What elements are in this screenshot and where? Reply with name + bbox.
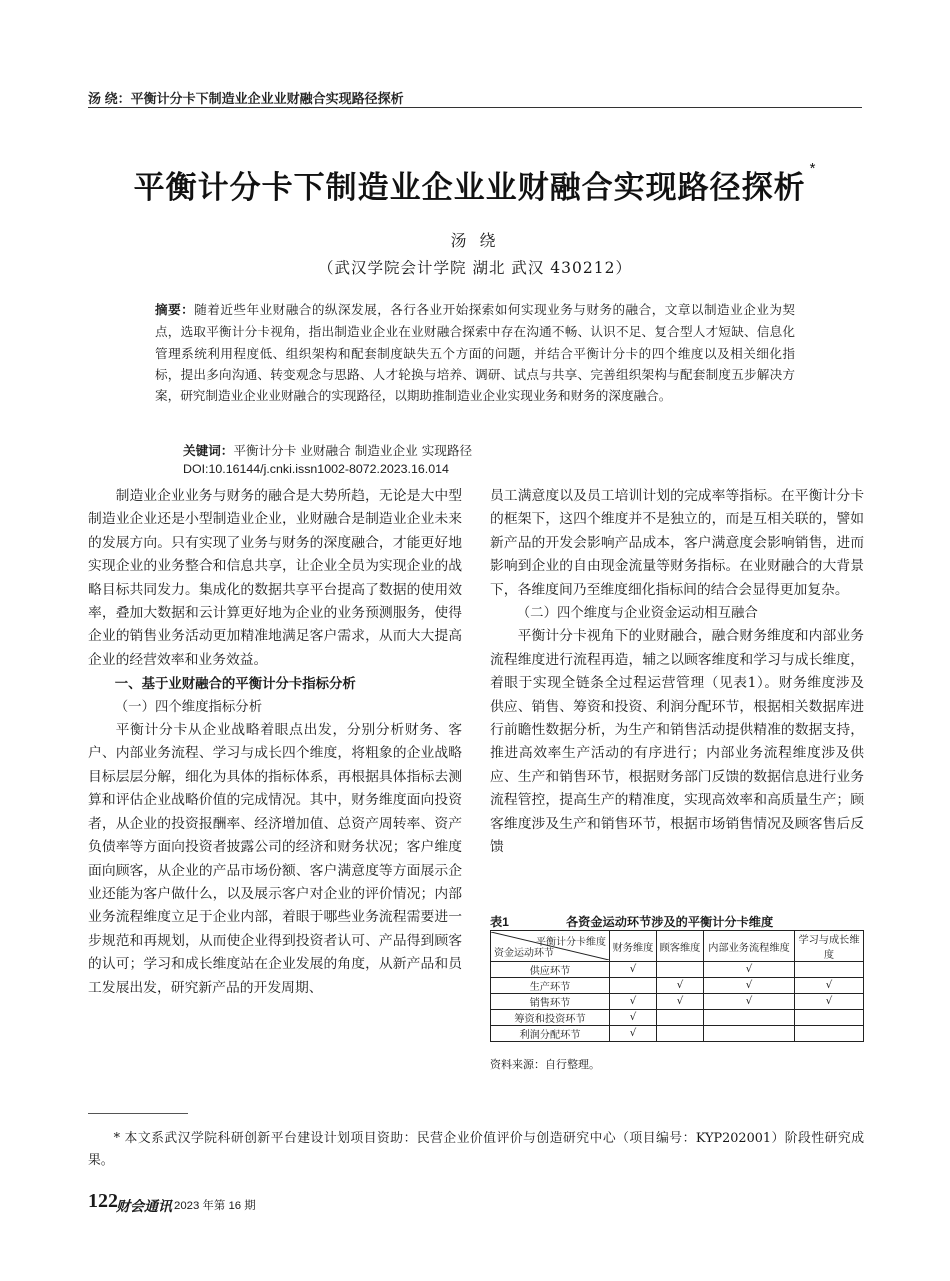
table-row (491, 1010, 864, 1026)
table-cell (657, 1010, 704, 1026)
author: 汤 绕 (450, 231, 500, 250)
table-cell: √ (795, 994, 864, 1010)
section-heading-1: 一、基于业财融合的平衡计分卡指标分析 (114, 676, 356, 692)
keywords (183, 441, 472, 461)
abstract-text: 随着近些年业财融合的纵深发展，各行各业开始探索如何实现业务与财务的融合，文章以制造业企业为契点，选取平衡计分卡视角，指出制造业企业在业财融合探索中存在沟通不畅、认识不足、复合型人才短缺、信息化管理系统利用程度低、组织架构和配套制度缺失五个方面的问题，并结合平衡计分卡的四个维度以及相关细化指标，提出多向沟通、转变观念与思路、人才轮换与培养、调研、试点与共享、完善组织架构与配套制度五步解决方案，研究制造业企业业财融合的实现路径，以期助推制造业企业实现业务和财务的深度融合。 (155, 302, 796, 404)
corner-bottom-label: 资金运动环节 (494, 948, 554, 959)
body-paragraph: 平衡计分卡视角下的业财融合，融合财务维度和内部业务流程维度进行流程再造，辅之以顾客维度和学习与成长维度，着眼于实现全链条全过程运营管理（见表1）。财务维度涉及供应、销售、筹资和投资、利润分配环节，根据相关数据库进行前瞻性数据分析，为生产和销售活动提供精准的数据支持，推进高效率生产活动的有序进行；内部业务流程维度涉及供应、生产和销售环节，根据财务部门反馈的数据信息进行业务流程管控，提高生产的精准度，实现高效率和高质量生产；顾客维度涉及生产和销售环节，根据市场销售情况及顾客售后反馈 (490, 628, 864, 856)
table-source: 资料来源：自行整理。 (490, 1058, 600, 1071)
row-label: 销售环节 (491, 994, 610, 1010)
table-cell: √ (610, 962, 657, 978)
table-cell (795, 1026, 864, 1042)
right-column (490, 485, 864, 860)
left-column (88, 485, 462, 1000)
table-cell (610, 978, 657, 994)
table-cell (704, 1026, 795, 1042)
table-corner-cell (491, 931, 610, 962)
table-cell: √ (610, 994, 657, 1010)
table-cell (795, 962, 864, 978)
row-label: 筹资和投资环节 (491, 1010, 610, 1026)
body-paragraph: 平衡计分卡从企业战略着眼点出发，分别分析财务、客户、内部业务流程、学习与成长四个维度，将粗象的企业战略目标层层分解，细化为具体的指标体系，再根据具体指标去测算和评估企业战略价值的完成情况。其中，财务维度面向投资者，从企业的投资报酬率、经济增加值、总资产周转率、资产负债率等方面向投资者披露公司的经济和财务状况；客户维度面向顾客，从企业的产品市场份额、客户满意度等方面展示企业还能为客户做什么，以及展示客户对企业的评价情况；内部业务流程维度立足于企业内部，着眼于哪些业务流程需要进一步规范和再规划，从而使企业得到投资者认可、产品得到顾客的认可；学习和成长维度站在企业发展的角度，从新产品和员工发展出发，研究新产品的开发周期、 (88, 722, 462, 996)
table-row (491, 962, 864, 978)
table-cell (795, 1010, 864, 1026)
table-cell: √ (704, 962, 795, 978)
affiliation: （武汉学院会计学院 湖北 武汉 430212） (318, 259, 632, 277)
table-row (491, 994, 864, 1010)
keywords-label: 关键词： (183, 444, 234, 458)
footnote-rule (88, 1113, 188, 1114)
table-title: 各资金运动环节涉及的平衡计分卡维度 (566, 915, 774, 929)
table-cell: √ (610, 1026, 657, 1042)
abstract (155, 299, 795, 406)
article-title (0, 162, 950, 207)
title-text: 平衡计分卡下制造业企业业财融合实现路径探析 (133, 170, 806, 205)
table-cell (657, 962, 704, 978)
table-cell (704, 1010, 795, 1026)
column-header: 顾客维度 (657, 931, 704, 962)
header-rule (88, 107, 862, 108)
table-cell: √ (657, 994, 704, 1010)
keywords-text: 平衡计分卡 业财融合 制造业企业 实现路径 (233, 443, 473, 458)
doi: DOI:10.16144/j.cnki.issn1002-8072.2023.16.014 (183, 462, 449, 476)
column-header: 学习与成长维度 (795, 931, 864, 962)
table-cell: √ (657, 978, 704, 994)
row-label: 利润分配环节 (491, 1026, 610, 1042)
table-number: 表1 (490, 915, 509, 929)
corner-top-label: 平衡计分卡维度 (536, 937, 606, 948)
column-header: 内部业务流程维度 (704, 931, 795, 962)
journal-name: 财会通讯 (116, 1199, 172, 1215)
footnote: * 本文系武汉学院科研创新平台建设计划项目资助：民营企业价值评价与创造研究中心（项目编号：KYP202001）阶段性研究成果。 (88, 1131, 864, 1168)
body-paragraph-continued: 员工满意度以及员工培训计划的完成率等指标。在平衡计分卡的框架下，这四个维度并不是独立的，而是互相关联的，譬如新产品的开发会影响产品成本，客户满意度会影响销售，进而影响到企业的自由现金流量等财务指标。在业财融合的大背景下，各维度间乃至维度细化指标间的结合会显得更加复杂。 (490, 488, 864, 598)
table-header-row (491, 931, 864, 962)
table-cell: √ (795, 978, 864, 994)
abstract-label: 摘要： (155, 303, 195, 317)
subsection-heading-1: （一）四个维度指标分析 (114, 699, 263, 715)
running-head: 汤 绕：平衡计分卡下制造业企业业财融合实现路径探析 (88, 91, 404, 106)
dimension-table (490, 930, 864, 1042)
table-cell: √ (704, 978, 795, 994)
intro-paragraph: 制造业企业业务与财务的融合是大势所趋，无论是大中型制造业企业还是小型制造业企业，业财融合是制造业企业未来的发展方向。只有实现了业务与财务的深度融合，才能更好地实现企业的业务整合和信息共享，让企业全员为实现企业的战略目标共同发力。集成化的数据共享平台提高了数据的使用效率，叠加大数据和云计算更好地为企业的业务预测服务，使得企业的销售业务活动更加精准地满足客户需求，从而大大提高企业的经营效率和业务效益。 (88, 488, 462, 668)
table-row (491, 1026, 864, 1042)
table-row (491, 978, 864, 994)
title-footnote-mark: * (809, 160, 817, 177)
row-label: 生产环节 (491, 978, 610, 994)
row-label: 供应环节 (491, 962, 610, 978)
table-cell (657, 1026, 704, 1042)
table-cell: √ (704, 994, 795, 1010)
table-cell: √ (610, 1010, 657, 1026)
subsection-heading-2: （二）四个维度与企业资金运动相互融合 (516, 606, 758, 622)
issue-info: 2023 年第 16 期 (174, 1200, 256, 1212)
page-number: 122 (88, 1190, 118, 1212)
column-header: 财务维度 (610, 931, 657, 962)
